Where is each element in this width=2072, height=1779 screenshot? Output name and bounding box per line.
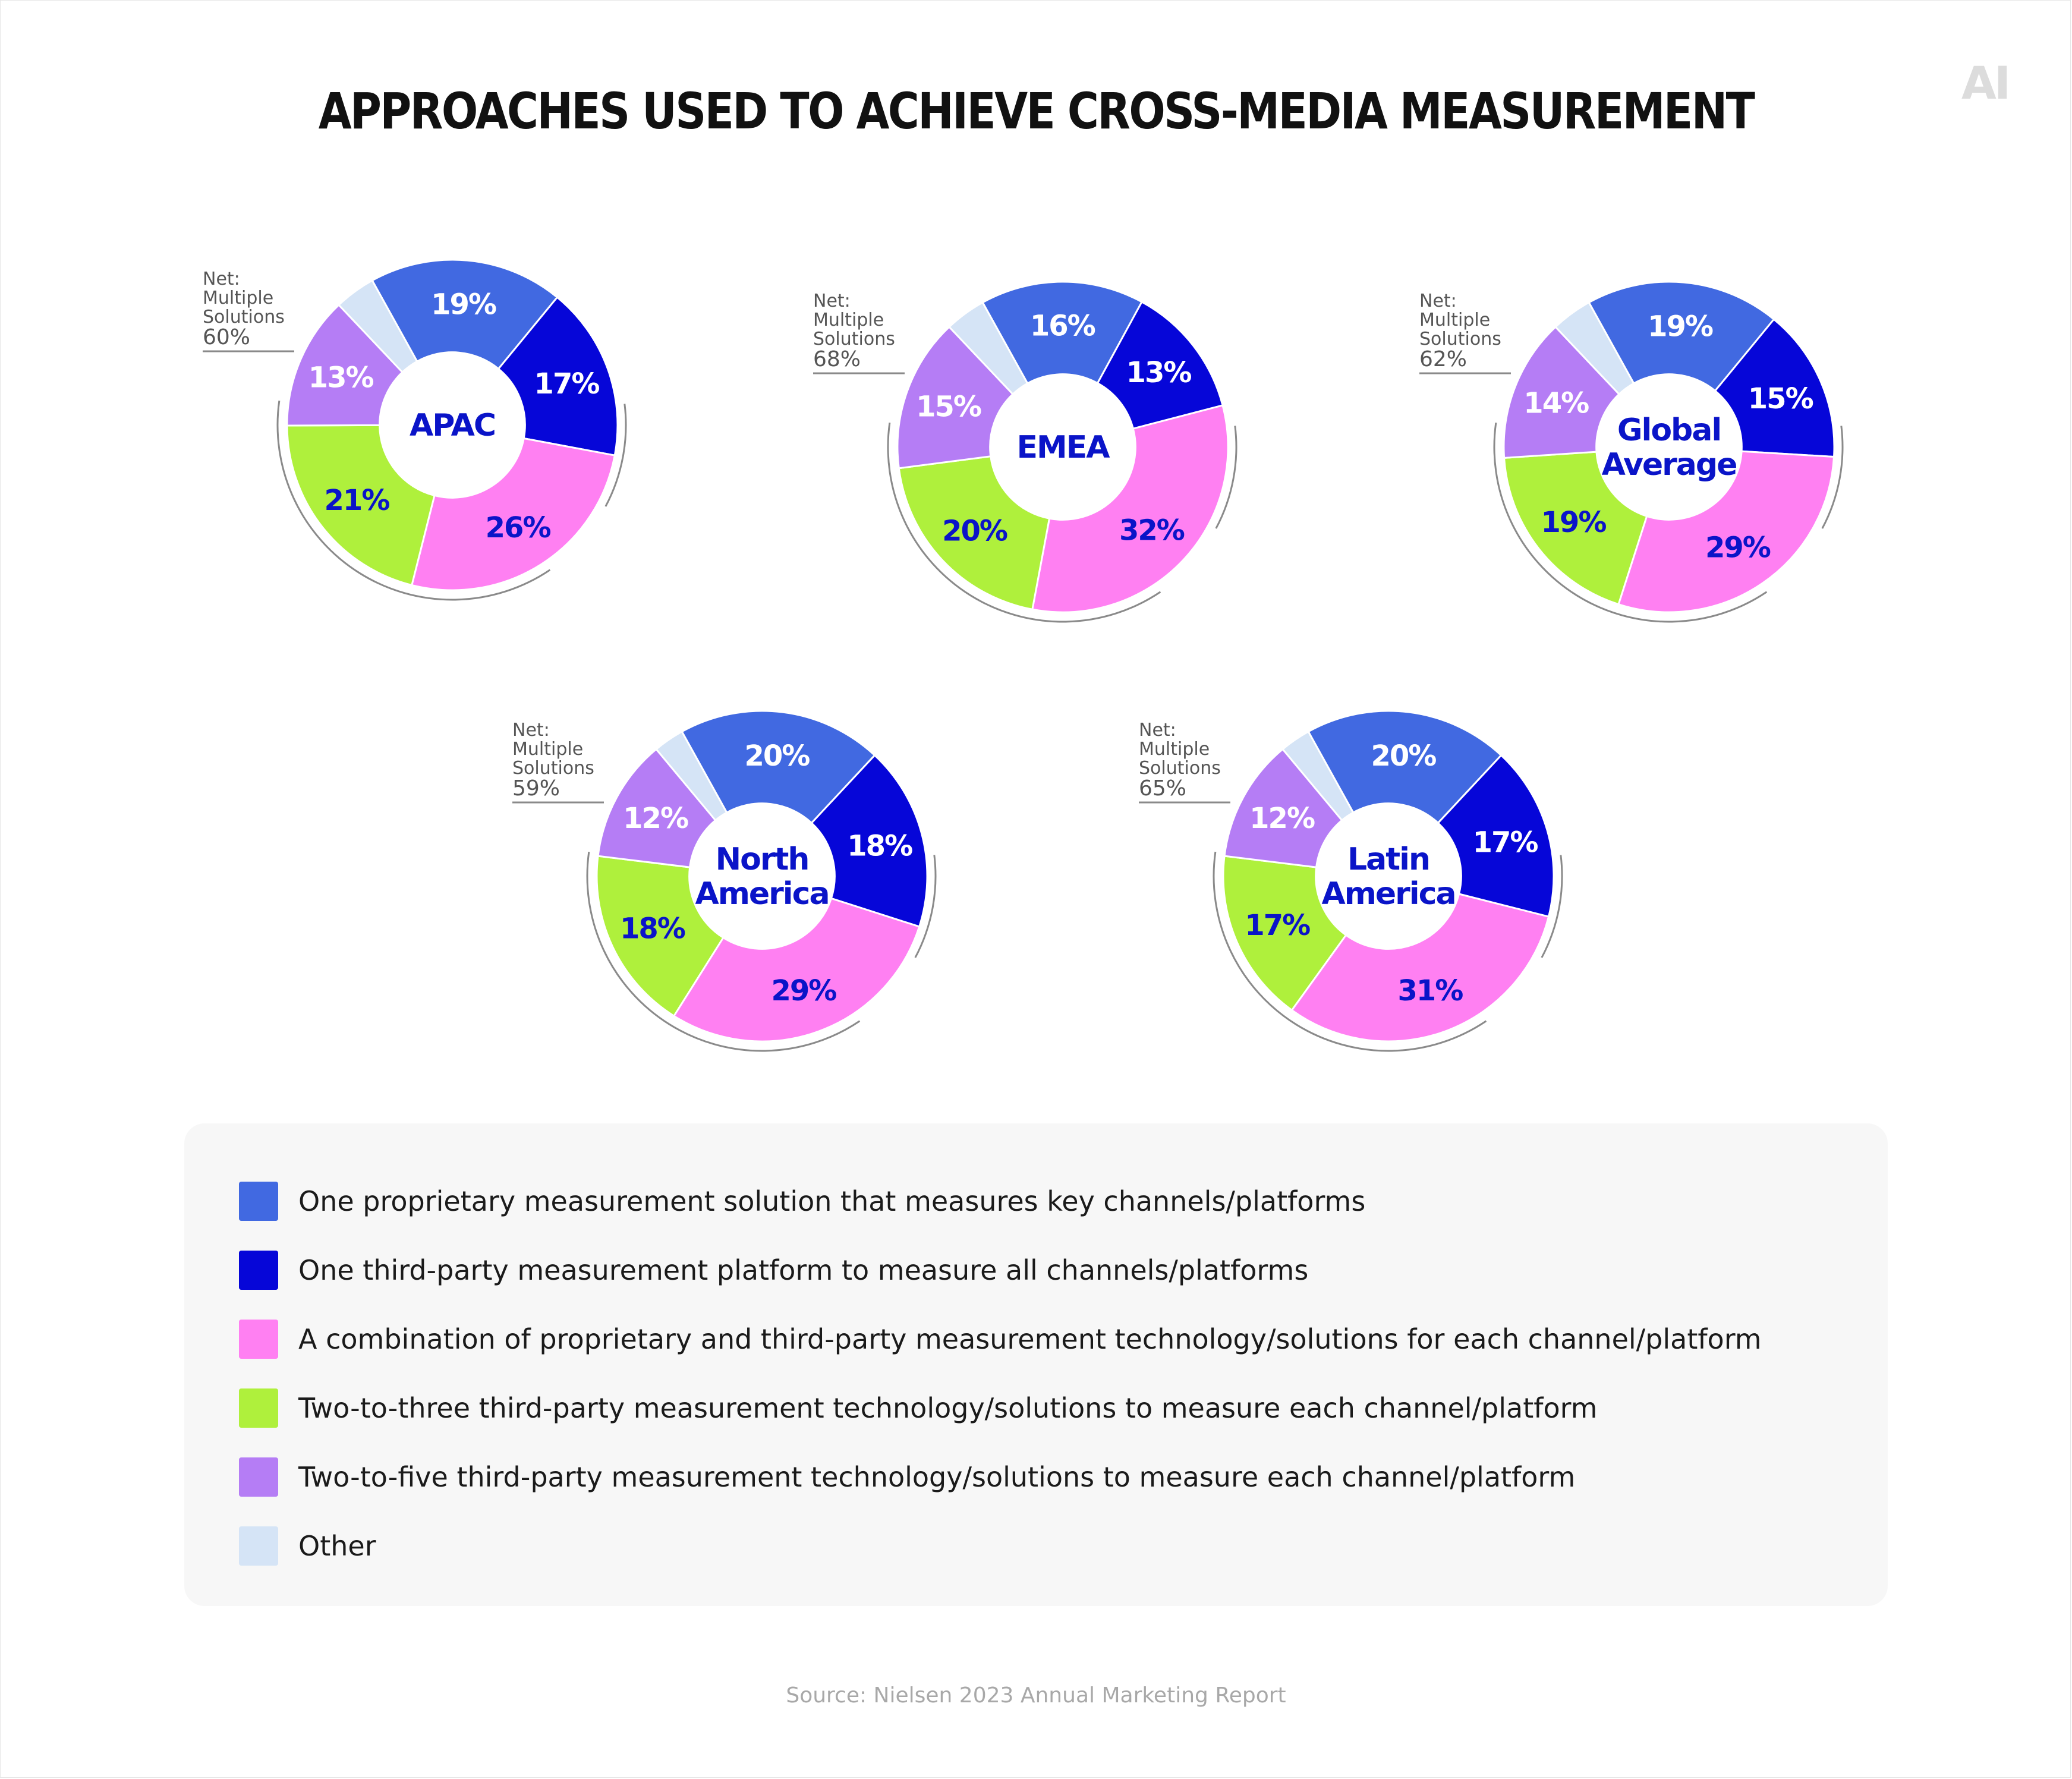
center-label: North (715, 842, 809, 877)
brand-logo: AI (1961, 56, 2009, 109)
center-label: Average (1601, 447, 1737, 483)
legend-label: A combination of proprietary and third-party measurement technology/solutions for each channel/platform (298, 1323, 1762, 1355)
slice-label: 18% (619, 912, 685, 946)
slice-label: 21% (324, 483, 389, 517)
legend-item-third-party-one (239, 1251, 1308, 1290)
net-label: Solutions (813, 329, 895, 349)
legend-label: Two-to-five third-party measurement technology/solutions to measure each channel/platform (298, 1461, 1576, 1493)
slice-label: 15% (916, 390, 981, 424)
legend-item-other (239, 1526, 376, 1566)
net-value: 68% (813, 347, 861, 371)
center-label: EMEA (1016, 430, 1109, 465)
slice-label: 13% (308, 361, 373, 395)
donut-latin-america (1139, 711, 1562, 1051)
slice-label: 20% (942, 514, 1007, 548)
slice-label: 18% (847, 829, 912, 863)
net-label: Solutions (1419, 329, 1501, 349)
slice-label: 12% (623, 802, 688, 836)
legend-item-two-to-three (239, 1388, 1598, 1428)
slice-label: 20% (744, 739, 810, 773)
slice-label: 12% (1249, 802, 1315, 836)
slice-label: 29% (771, 974, 836, 1008)
net-value: 59% (512, 776, 560, 801)
legend-label: Two-to-three third-party measurement technology/solutions to measure each channel/platform (298, 1392, 1598, 1424)
legend-swatch-combination (239, 1320, 278, 1359)
legend-label: One proprietary measurement solution that measures key channels/platforms (298, 1185, 1366, 1217)
slice-label: 29% (1705, 531, 1770, 565)
source-note: Source: Nielsen 2023 Annual Marketing Report (786, 1683, 1286, 1708)
legend-label: Other (298, 1530, 376, 1562)
donut-apac (203, 260, 626, 600)
net-label: Multiple (813, 310, 884, 330)
legend-label: One third-party measurement platform to measure all channels/platforms (298, 1254, 1309, 1286)
donut-north-america (512, 711, 936, 1051)
slice-label: 20% (1371, 739, 1436, 773)
legend-swatch-proprietary (239, 1182, 278, 1221)
chart-title: APPROACHES USED TO ACHIEVE CROSS-MEDIA MEASUREMENT (318, 82, 1754, 140)
legend-item-two-to-five (239, 1457, 1575, 1497)
slice-label: 19% (1648, 310, 1712, 344)
legend-swatch-third-party-one (239, 1251, 278, 1290)
net-value: 65% (1139, 776, 1187, 801)
net-label: Net: (1419, 291, 1457, 311)
center-label: America (695, 876, 829, 912)
donut-global-average (1419, 282, 1843, 622)
slice-label: 17% (534, 367, 599, 401)
slice-label: 14% (1523, 386, 1589, 420)
net-value: 60% (203, 325, 251, 349)
legend (184, 1123, 1888, 1606)
legend-item-proprietary (239, 1182, 1365, 1221)
net-label: Multiple (1139, 739, 1210, 760)
slice-label: 13% (1126, 356, 1191, 390)
net-label: Net: (203, 269, 240, 289)
center-label: Global (1617, 413, 1721, 448)
legend-swatch-other (239, 1526, 278, 1566)
slice-label: 26% (485, 511, 550, 545)
net-value: 62% (1419, 347, 1468, 371)
center-label: America (1321, 876, 1456, 912)
slice-label: 31% (1397, 974, 1463, 1008)
net-label: Net: (512, 720, 550, 741)
net-label: Multiple (1419, 310, 1491, 330)
net-label: Net: (813, 291, 851, 311)
slice-label: 19% (1541, 505, 1606, 539)
slice-label: 16% (1029, 309, 1095, 343)
net-label: Multiple (203, 288, 274, 308)
slice-label: 15% (1747, 382, 1813, 416)
slice-label: 17% (1245, 908, 1310, 942)
donut-emea (813, 282, 1236, 622)
net-label: Solutions (512, 758, 594, 779)
slice-label: 19% (431, 288, 496, 322)
legend-swatch-two-to-five (239, 1457, 278, 1497)
center-label: APAC (410, 408, 495, 443)
slice-label: 17% (1472, 826, 1538, 859)
legend-swatch-two-to-three (239, 1388, 278, 1428)
center-label: Latin (1347, 842, 1429, 877)
net-label: Solutions (203, 307, 285, 328)
net-label: Multiple (512, 739, 584, 760)
net-label: Net: (1139, 720, 1176, 741)
net-label: Solutions (1139, 758, 1221, 779)
legend-item-combination (239, 1320, 1762, 1359)
slice-label: 32% (1119, 514, 1184, 547)
